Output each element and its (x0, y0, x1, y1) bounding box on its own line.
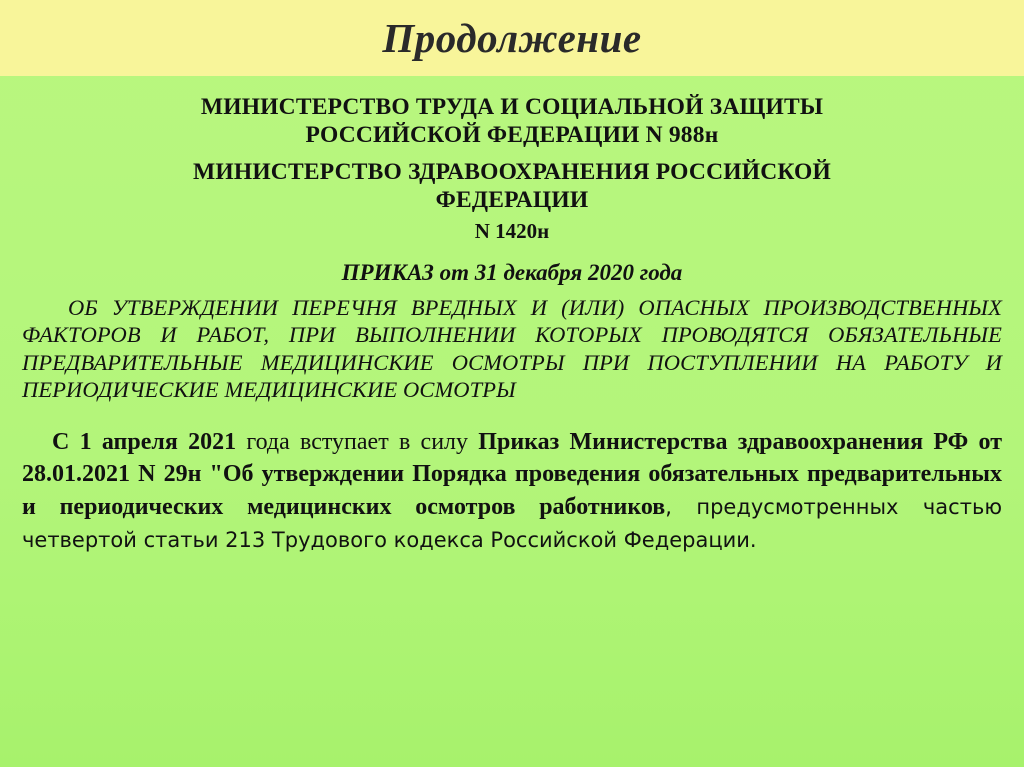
ministry-line-3: МИНИСТЕРСТВО ЗДРАВООХРАНЕНИЯ РОССИЙСКОЙ (192, 159, 832, 186)
body-bold-main: Приказ Министерства здравоохранения РФ от 28.01.2021 N 29н "Об утверждении Порядка проведения обязательных предварительных и периодических медицинских осмотров работников (22, 428, 1002, 520)
ministry-line-4: ФЕДЕРАЦИИ (435, 187, 589, 214)
ministry-block (22, 94, 1002, 149)
body-plain-2: , предусмотренных частью четвертой статьи 213 Трудового кодекса Российской Федерации. (22, 494, 1002, 552)
page-title: Продолжение (382, 14, 642, 61)
ministry-line-2: РОССИЙСКОЙ ФЕДЕРАЦИИ N 988н (305, 121, 719, 148)
title-band (0, 0, 1024, 76)
slide-content (0, 76, 1024, 767)
order-subject: ОБ УТВЕРЖДЕНИИ ПЕРЕЧНЯ ВРЕДНЫХ И (ИЛИ) ОПАСНЫХ ПРОИЗВОДСТВЕННЫХ ФАКТОРОВ И РАБОТ, ПРИ ВЫПОЛНЕНИИ КОТОРЫХ ПРОВОДЯТСЯ ОБЯЗАТЕЛЬНЫЕ ПРЕДВАРИТЕЛЬНЫЕ МЕДИЦИНСКИЕ ОСМОТРЫ ПРИ ПОСТУПЛЕНИИ НА РАБОТУ И ПЕРИОДИЧЕСКИЕ МЕДИЦИНСКИЕ ОСМОТРЫ (22, 294, 1002, 403)
body-bold-lead: С 1 апреля 2021 (52, 428, 237, 455)
body-paragraph (22, 426, 1002, 557)
ministry-block-2 (22, 159, 1002, 214)
ministry-order-number: N 1420н (474, 218, 550, 243)
ministry-line-1: МИНИСТЕРСТВО ТРУДА И СОЦИАЛЬНОЙ ЗАЩИТЫ (200, 94, 824, 120)
body-plain-1: года вступает в силу (236, 428, 479, 455)
order-date-line: ПРИКАЗ от 31 декабря 2020 года (341, 259, 683, 285)
